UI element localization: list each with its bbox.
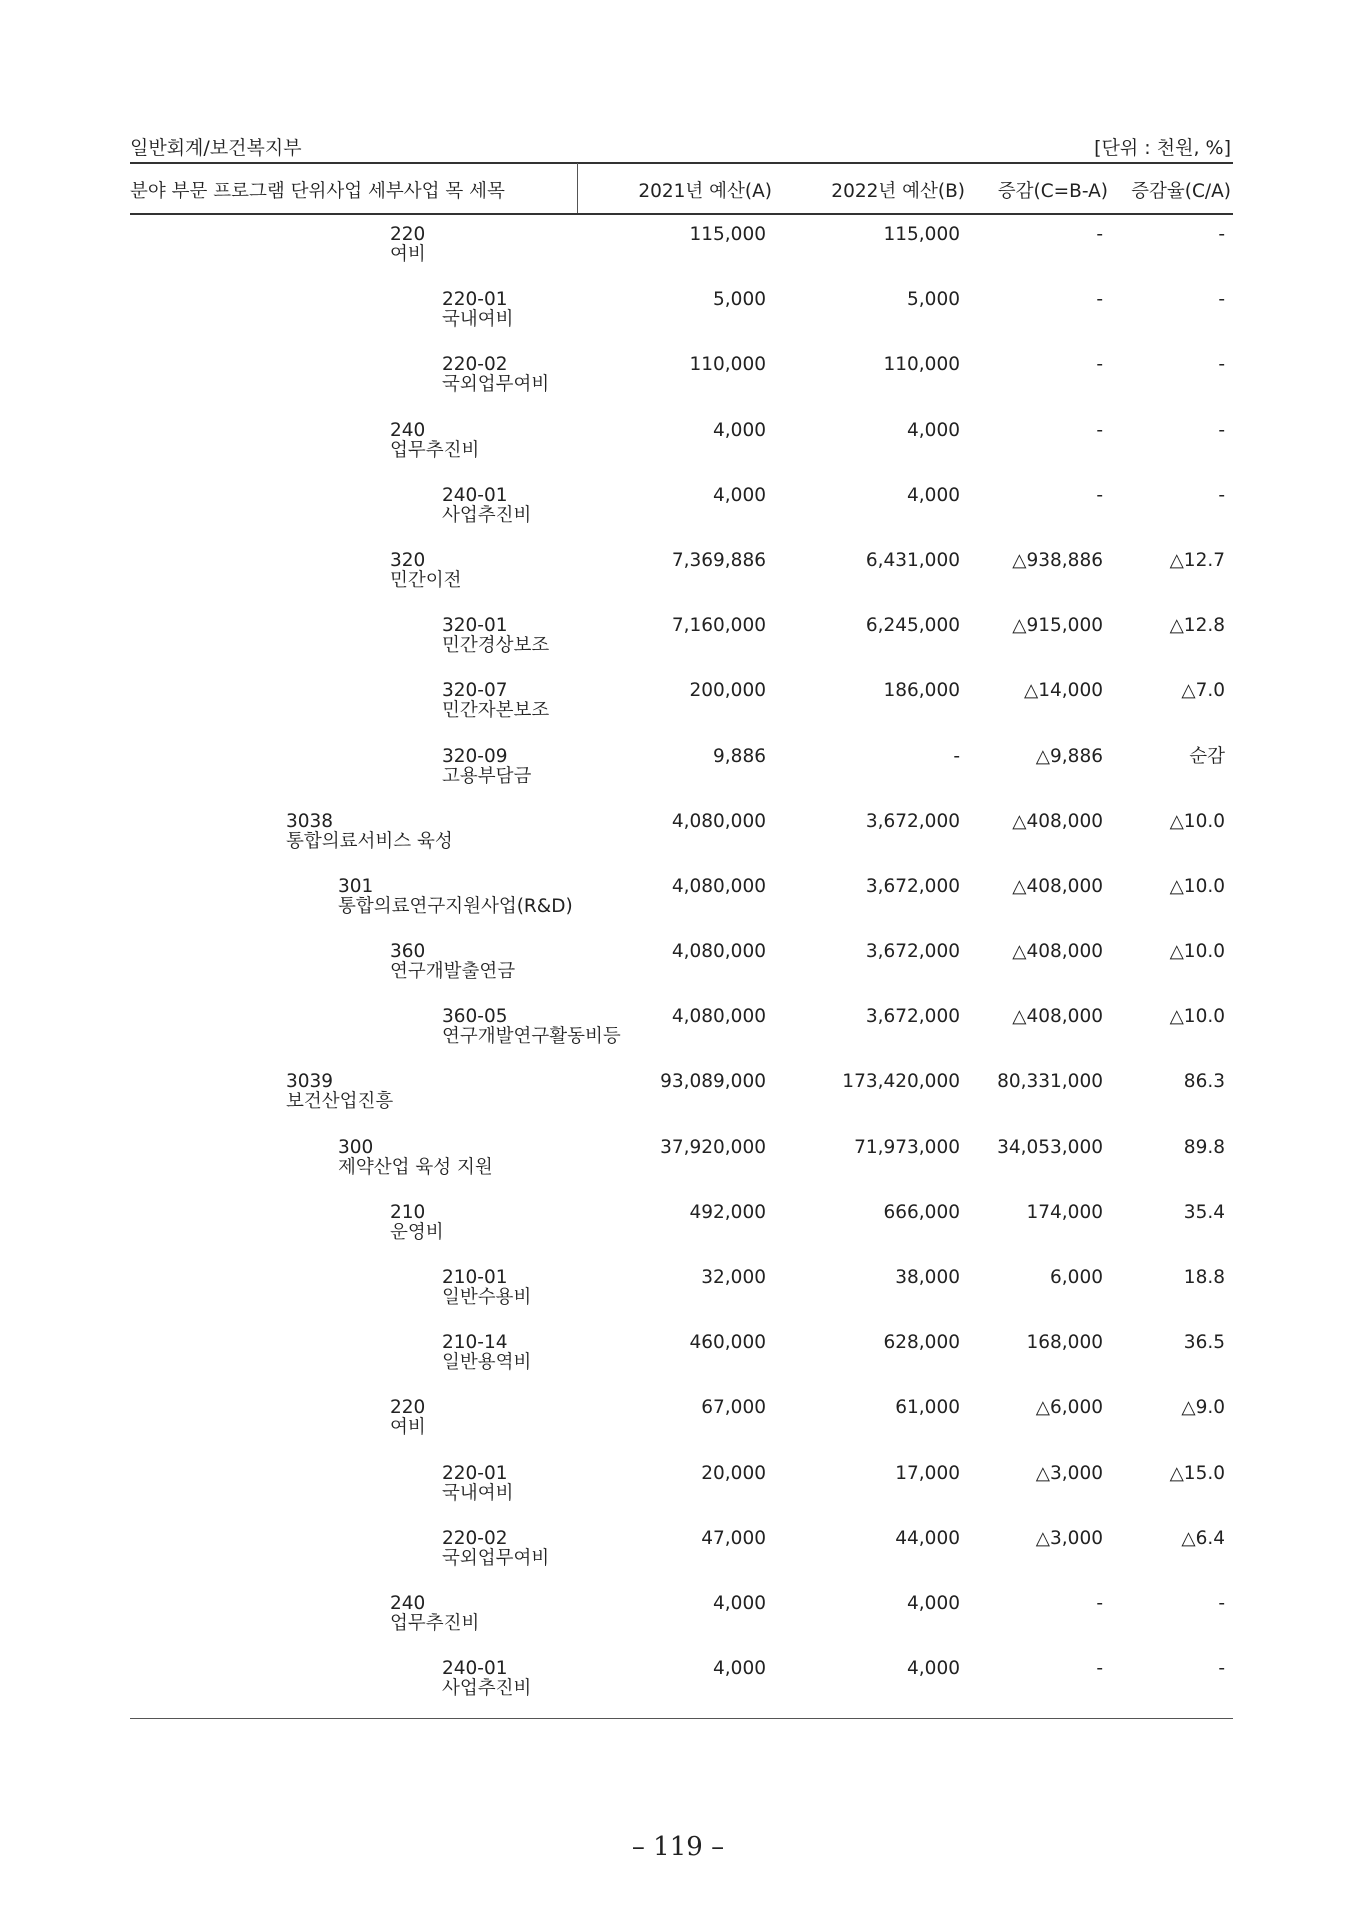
change-rate-value: △12.7 — [1169, 549, 1225, 571]
change-value: - — [1096, 354, 1103, 376]
budget-2022-value: 4,000 — [907, 484, 960, 506]
change-rate-value: 35.4 — [1183, 1201, 1225, 1223]
item-code: 220-01 — [442, 1462, 508, 1484]
item-code: 320-01 — [442, 615, 508, 637]
change-rate-value: △6.4 — [1181, 1527, 1225, 1549]
table-row — [130, 418, 1233, 483]
change-value: 80,331,000 — [997, 1071, 1103, 1093]
budget-2022-value: 3,672,000 — [865, 1006, 960, 1028]
item-code: 210 — [390, 1201, 426, 1223]
budget-2021-value: 7,160,000 — [671, 615, 766, 637]
budget-2021-value: 110,000 — [689, 354, 766, 376]
change-value: △408,000 — [1012, 810, 1103, 832]
item-name: 여비 — [390, 1417, 426, 1439]
budget-2022-value: 6,245,000 — [865, 615, 960, 637]
change-rate-value: - — [1218, 354, 1225, 376]
item-name: 민간자본보조 — [442, 700, 550, 722]
change-rate-value: - — [1218, 1592, 1225, 1614]
table-row — [130, 548, 1233, 613]
change-rate-value: △9.0 — [1181, 1397, 1225, 1419]
change-value: 34,053,000 — [997, 1136, 1103, 1158]
item-code: 320-09 — [442, 745, 508, 767]
budget-2021-value: 4,080,000 — [671, 810, 766, 832]
table-row — [130, 1591, 1233, 1656]
change-value: △9,886 — [1035, 745, 1103, 767]
budget-table-body — [130, 222, 1233, 1721]
budget-2022-value: 3,672,000 — [865, 941, 960, 963]
document-header — [130, 133, 1233, 159]
header-budget-2022: 2022년 예산(B) — [831, 181, 965, 202]
table-row — [130, 483, 1233, 548]
item-code: 240 — [390, 1592, 426, 1614]
item-name: 여비 — [390, 244, 426, 265]
budget-2021-value: 115,000 — [689, 224, 766, 245]
item-code: 220-01 — [442, 289, 508, 311]
table-row — [130, 1526, 1233, 1591]
budget-2021-value: 4,000 — [713, 1658, 766, 1680]
item-code: 220 — [390, 224, 426, 245]
budget-2022-value: 38,000 — [895, 1267, 960, 1288]
change-rate-value: 89.8 — [1183, 1136, 1225, 1158]
header-category-label: 분야 부문 프로그램 단위사업 세부사업 목 세목 — [130, 181, 505, 202]
change-rate-value: △10.0 — [1169, 875, 1225, 897]
page-number: – 119 – — [631, 1832, 725, 1862]
table-row — [130, 352, 1233, 417]
change-value: △408,000 — [1012, 941, 1103, 963]
table-row — [130, 1069, 1233, 1134]
account-ministry-label: 일반회계/보건복지부 — [130, 137, 302, 159]
table-row — [130, 1135, 1233, 1200]
budget-2021-value: 4,080,000 — [671, 1006, 766, 1028]
table-row — [130, 1265, 1233, 1330]
item-name: 연구개발연구활동비등 — [442, 1026, 621, 1048]
change-value: 168,000 — [1026, 1332, 1103, 1354]
change-rate-value: △12.8 — [1169, 615, 1225, 637]
budget-2022-value: 71,973,000 — [854, 1136, 960, 1158]
item-code: 3038 — [286, 810, 334, 832]
budget-2022-value: 115,000 — [883, 224, 960, 245]
budget-2021-value: 4,080,000 — [671, 941, 766, 963]
item-name: 고용부담금 — [442, 765, 532, 787]
table-row — [130, 1330, 1233, 1395]
change-value: △3,000 — [1035, 1527, 1103, 1549]
table-row — [130, 1004, 1233, 1069]
change-rate-value: △15.0 — [1169, 1462, 1225, 1484]
change-value: △14,000 — [1024, 680, 1103, 702]
item-name: 국내여비 — [442, 1482, 514, 1504]
budget-2022-value: 666,000 — [883, 1201, 960, 1223]
table-row — [130, 222, 1233, 287]
item-name: 국외업무여비 — [442, 374, 550, 396]
change-value: - — [1096, 224, 1103, 245]
item-code: 3039 — [286, 1071, 334, 1093]
item-name: 연구개발출연금 — [390, 961, 516, 983]
table-row — [130, 287, 1233, 352]
table-row — [130, 1200, 1233, 1265]
item-code: 360 — [390, 941, 426, 963]
budget-2021-value: 32,000 — [701, 1267, 766, 1288]
item-name: 사업추진비 — [442, 504, 532, 526]
change-value: △6,000 — [1035, 1397, 1103, 1419]
budget-2021-value: 460,000 — [689, 1332, 766, 1354]
item-name: 국내여비 — [442, 309, 514, 331]
change-rate-value: △10.0 — [1169, 810, 1225, 832]
budget-2022-value: 5,000 — [907, 289, 960, 311]
change-value: - — [1096, 1592, 1103, 1614]
table-header — [130, 163, 1233, 213]
item-code: 360-05 — [442, 1006, 508, 1028]
budget-2021-value: 5,000 — [713, 289, 766, 311]
item-code: 320 — [390, 549, 426, 571]
table-row — [130, 809, 1233, 874]
table-row — [130, 1656, 1233, 1721]
item-name: 보건산업진흥 — [286, 1091, 394, 1113]
table-row — [130, 1461, 1233, 1526]
item-code: 301 — [338, 875, 374, 897]
budget-2021-value: 4,000 — [713, 484, 766, 506]
item-code: 210-14 — [442, 1332, 508, 1354]
table-row — [130, 1395, 1233, 1460]
change-rate-value: 86.3 — [1183, 1071, 1225, 1093]
change-value: △408,000 — [1012, 875, 1103, 897]
budget-2022-value: 44,000 — [895, 1527, 960, 1549]
item-name: 일반용역비 — [442, 1352, 532, 1374]
budget-2021-value: 9,886 — [713, 745, 766, 767]
table-row — [130, 613, 1233, 678]
item-code: 240-01 — [442, 484, 508, 506]
change-value: △938,886 — [1012, 549, 1103, 571]
table-row — [130, 744, 1233, 809]
item-code: 220 — [390, 1397, 426, 1419]
table-row — [130, 939, 1233, 1004]
item-name: 제약산업 육성 지원 — [338, 1156, 493, 1178]
change-rate-value: △7.0 — [1181, 680, 1225, 702]
table-row — [130, 678, 1233, 743]
budget-2022-value: 3,672,000 — [865, 875, 960, 897]
item-code: 300 — [338, 1136, 374, 1158]
item-code: 240-01 — [442, 1658, 508, 1680]
budget-2022-value: 4,000 — [907, 1658, 960, 1680]
table-bottom-rule — [130, 1718, 1233, 1719]
budget-2022-value: 17,000 — [895, 1462, 960, 1484]
change-value: 6,000 — [1050, 1267, 1103, 1288]
budget-2021-value: 47,000 — [701, 1527, 766, 1549]
item-code: 320-07 — [442, 680, 508, 702]
change-rate-value: - — [1218, 289, 1225, 311]
change-value: - — [1096, 484, 1103, 506]
table-header-rule — [130, 213, 1233, 215]
item-name: 업무추진비 — [390, 1612, 480, 1634]
budget-2022-value: 110,000 — [883, 354, 960, 376]
budget-2022-value: 628,000 — [883, 1332, 960, 1354]
item-code: 220-02 — [442, 354, 508, 376]
item-name: 민간경상보조 — [442, 635, 550, 657]
budget-2021-value: 37,920,000 — [660, 1136, 766, 1158]
change-rate-value: - — [1218, 1658, 1225, 1680]
item-name: 사업추진비 — [442, 1678, 532, 1700]
change-rate-value: - — [1218, 224, 1225, 245]
budget-2022-value: 186,000 — [883, 680, 960, 702]
item-name: 일반수용비 — [442, 1287, 532, 1308]
change-rate-value: △10.0 — [1169, 941, 1225, 963]
budget-2022-value: 4,000 — [907, 419, 960, 441]
change-value: - — [1096, 289, 1103, 311]
header-change-rate: 증감율(C/A) — [1131, 181, 1231, 202]
budget-2022-value: 61,000 — [895, 1397, 960, 1419]
item-name: 민간이전 — [390, 569, 462, 591]
change-value: - — [1096, 1658, 1103, 1680]
change-value: △408,000 — [1012, 1006, 1103, 1028]
item-name: 통합의료연구지원사업(R&D) — [338, 895, 573, 917]
budget-2022-value: 6,431,000 — [865, 549, 960, 571]
budget-2022-value: 4,000 — [907, 1592, 960, 1614]
budget-2021-value: 4,000 — [713, 1592, 766, 1614]
change-value: - — [1096, 419, 1103, 441]
item-name: 업무추진비 — [390, 439, 480, 461]
change-rate-value: 18.8 — [1183, 1267, 1225, 1288]
header-column-divider — [577, 163, 578, 213]
item-code: 220-02 — [442, 1527, 508, 1549]
change-rate-value: △10.0 — [1169, 1006, 1225, 1028]
header-budget-2021: 2021년 예산(A) — [638, 181, 772, 202]
item-name: 통합의료서비스 육성 — [286, 830, 453, 852]
unit-label: [단위 : 천원, %] — [1094, 137, 1231, 159]
change-rate-value: 36.5 — [1183, 1332, 1225, 1354]
budget-2021-value: 93,089,000 — [660, 1071, 766, 1093]
header-change: 증감(C=B-A) — [997, 181, 1108, 202]
budget-2021-value: 67,000 — [701, 1397, 766, 1419]
budget-2022-value: 173,420,000 — [842, 1071, 960, 1093]
item-name: 국외업무여비 — [442, 1547, 550, 1569]
budget-2021-value: 7,369,886 — [671, 549, 766, 571]
change-value: △3,000 — [1035, 1462, 1103, 1484]
budget-2022-value: - — [953, 745, 960, 767]
budget-2021-value: 492,000 — [689, 1201, 766, 1223]
change-value: △915,000 — [1012, 615, 1103, 637]
item-code: 210-01 — [442, 1267, 508, 1288]
table-row — [130, 874, 1233, 939]
budget-2021-value: 4,000 — [713, 419, 766, 441]
item-name: 운영비 — [390, 1221, 444, 1243]
change-rate-value: - — [1218, 484, 1225, 506]
item-code: 240 — [390, 419, 426, 441]
change-rate-value: - — [1218, 419, 1225, 441]
change-rate-value: 순감 — [1189, 745, 1225, 767]
change-value: 174,000 — [1026, 1201, 1103, 1223]
budget-2021-value: 4,080,000 — [671, 875, 766, 897]
budget-2021-value: 20,000 — [701, 1462, 766, 1484]
budget-2021-value: 200,000 — [689, 680, 766, 702]
budget-2022-value: 3,672,000 — [865, 810, 960, 832]
